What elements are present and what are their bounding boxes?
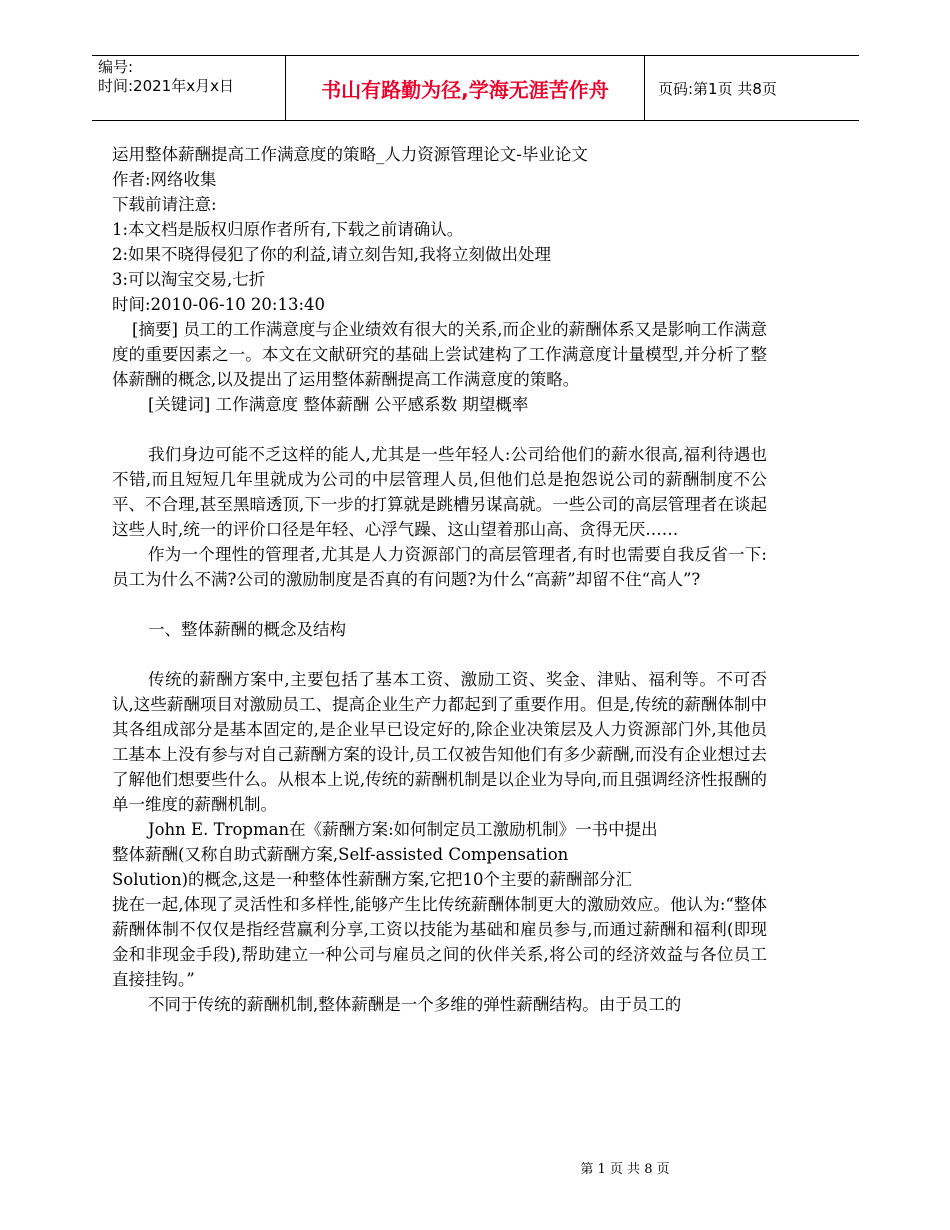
- keywords-line: [关键词] 工作满意度 整体薪酬 公平感系数 期望概率: [148, 395, 529, 414]
- body-paragraph-4-line-2: 整体薪酬(又称自助式薪酬方案,Self-assisted Compensation: [112, 845, 569, 864]
- body-paragraph-1: 我们身边可能不乏这样的能人,尤其是一些年轻人:公司给他们的薪水很高,福利待遇也不错,而且短短几年里就成为公司的中层管理人员,但他们总是抱怨说公司的薪酬制度不公平、不合理,甚至黑暗透顶,下一步的打算就是跳槽另谋高就。一些公司的高层管理者在谈起这些人时,统一的评价口径是年轻、心浮气躁、这山望着那山高、贪得无厌……: [112, 445, 767, 539]
- abstract-paragraph: [摘要] 员工的工作满意度与企业绩效有很大的关系,而企业的薪酬体系又是影响工作满意度的重要因素之一。本文在文献研究的基础上尝试建构了工作满意度计量模型,并分析了整体薪酬的概念,以及提出了运用整体薪酬提高工作满意度的策略。: [112, 320, 767, 389]
- body-paragraph-4-line-1: John E. Tropman在《薪酬方案:如何制定员工激励机制》一书中提出: [148, 820, 658, 839]
- header-number-label: 编号:: [98, 58, 134, 76]
- notice-item-3: 3:可以淘宝交易,七折: [112, 270, 266, 289]
- body-paragraph-3: 传统的薪酬方案中,主要包括了基本工资、激励工资、奖金、津贴、福利等。不可否认,这些薪酬项目对激励员工、提高企业生产力都起到了重要作用。但是,传统的薪酬体制中其各组成部分是基本固定的,是企业早已设定好的,除企业决策层及人力资源部门外,其他员工基本上没有参与对自己薪酬方案的设计,员工仅被告知他们有多少薪酬,而没有企业想过去了解他们想要些什么。从根本上说,传统的薪酬机制是以企业为导向,而且强调经济性报酬的单一维度的薪酬机制。: [112, 670, 767, 814]
- page-header: [92, 55, 859, 121]
- notice-item-1: 1:本文档是版权归原作者所有,下载之前请确认。: [112, 220, 464, 239]
- header-meta: [98, 58, 283, 118]
- header-motto: 书山有路勤为径,学海无涯苦作舟: [285, 56, 645, 120]
- header-page-label: 页码:第1页 共8页: [658, 79, 777, 98]
- header-time-label: 时间:2021年x月x日: [98, 77, 234, 95]
- section-heading-1: 一、整体薪酬的概念及结构: [148, 620, 346, 639]
- body-paragraph-2: 作为一个理性的管理者,尤其是人力资源部门的高层管理者,有时也需要自我反省一下:员工为什么不满?公司的激励制度是否真的有问题?为什么“高薪”却留不住“高人”?: [112, 545, 767, 589]
- doc-author: 作者:网络收集: [112, 170, 217, 189]
- page-footer: 第 1 页 共 8 页: [580, 1162, 670, 1177]
- body-paragraph-4-line-3: Solution)的概念,这是一种整体性薪酬方案,它把10个主要的薪酬部分汇: [112, 870, 633, 889]
- notice-item-2: 2:如果不晓得侵犯了你的利益,请立刻告知,我将立刻做出处理: [112, 245, 552, 264]
- doc-time: 时间:2010-06-10 20:13:40: [112, 295, 326, 314]
- doc-title: 运用整体薪酬提高工作满意度的策略_人力资源管理论文-毕业论文: [112, 145, 588, 164]
- body-paragraph-4-rest: 拢在一起,体现了灵活性和多样性,能够产生比传统薪酬体制更大的激励效应。他认为:“整体薪酬体制不仅仅是指经营赢利分享,工资以技能为基础和雇员参与,而通过薪酬和福利(即现金和非现金手段),帮助建立一种公司与雇员之间的伙伴关系,将公司的经济效益与各位员工直接挂钩。”: [112, 895, 767, 989]
- document-body: [112, 142, 767, 1017]
- notice-heading: 下载前请注意:: [112, 195, 217, 214]
- body-paragraph-5: 不同于传统的薪酬机制,整体薪酬是一个多维的弹性薪酬结构。由于员工的: [148, 995, 682, 1014]
